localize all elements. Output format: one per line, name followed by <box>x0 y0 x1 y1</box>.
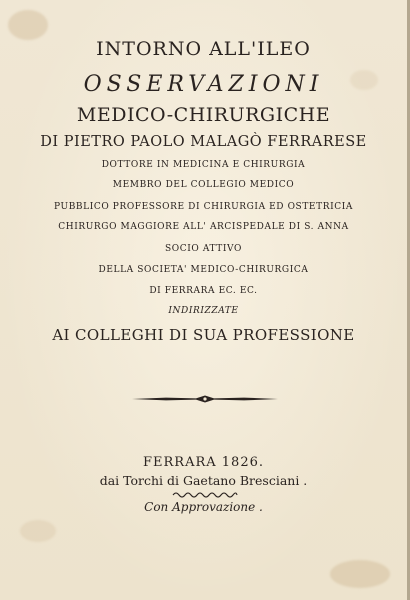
paper-stain <box>20 520 56 542</box>
title-line-osservazioni: OSSERVAZIONI <box>83 72 324 97</box>
title-line-medico-chirurgiche: MEDICO-CHIRURGICHE <box>76 104 331 126</box>
author-title-socio: SOCIO ATTIVO <box>165 244 242 254</box>
dedication-line: AI COLLEGHI DI SUA PROFESSIONE <box>52 326 355 344</box>
paper-stain <box>330 560 390 588</box>
author-title-membro: MEMBRO DEL COLLEGIO MEDICO <box>112 180 295 190</box>
imprint-approval: Con Approvazione . <box>144 500 263 514</box>
ornamental-rule-icon <box>130 392 280 406</box>
author-title-societa: DELLA SOCIETA' MEDICO-CHIRURGICA <box>98 265 309 275</box>
title-line-intorno: INTORNO ALL'ILEO <box>96 38 311 60</box>
wavy-rule-icon <box>172 491 238 499</box>
author-line: DI PIETRO PAOLO MALAGÒ FERRARESE <box>40 134 367 150</box>
addressed-line: INDIRIZZATE <box>168 306 239 316</box>
author-title-ferrara: DI FERRARA EC. EC. <box>149 286 258 296</box>
paper-stain <box>8 10 48 40</box>
author-title-dottore: DOTTORE IN MEDICINA E CHIRURGIA <box>101 160 306 170</box>
imprint-printer: dai Torchi di Gaetano Bresciani . <box>99 473 308 488</box>
author-title-chirurgo: CHIRURGO MAGGIORE ALL' ARCISPEDALE DI S. ANNA <box>58 222 349 232</box>
author-title-professore: PUBBLICO PROFESSORE DI CHIRURGIA ED OSTETRICIA <box>54 202 353 212</box>
imprint-city-year: FERRARA 1826. <box>143 455 264 470</box>
